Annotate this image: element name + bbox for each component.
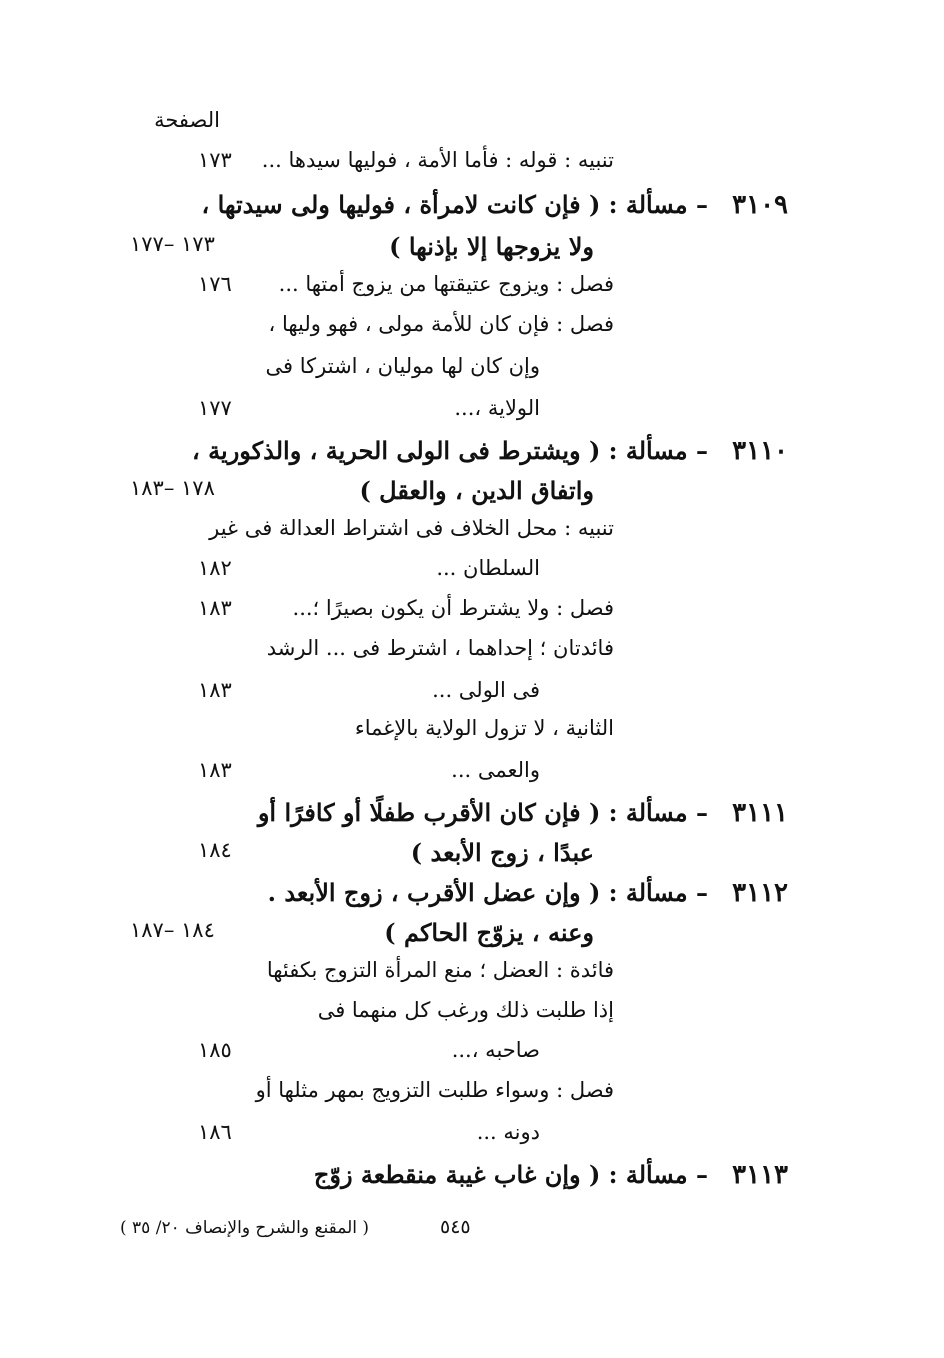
entry-text: وعنه ، يزوّج الحاكم ) (384, 918, 594, 947)
entry-text: – مسألة : ( فإن كان الأقرب طفلًا أو كافرًا أو (257, 798, 708, 827)
entry-text: فصل : فإن كان للأمة مولى ، فهو وليها ، (268, 312, 614, 336)
entry-number: ٣١٠٩ (732, 190, 788, 220)
entry-number: ٣١١٢ (732, 878, 788, 908)
entry-number: ٣١١١ (732, 798, 788, 828)
entry-text: تنبيه : محل الخلاف فى اشتراط العدالة فى غير (209, 516, 614, 540)
entry-text: إذا طلبت ذلك ورغب كل منهما فى (317, 998, 614, 1022)
entry-page: ١٧٣ (198, 148, 232, 172)
entry-page: ١٧٨ –١٨٣ (130, 476, 215, 500)
entry-text: فائدة : العضل ؛ منع المرأة التزوج بكفئها (266, 958, 614, 982)
footer-page-number: ٥٤٥ (440, 1216, 471, 1238)
entry-number: ٣١١٠ (732, 436, 788, 466)
entry-page: ١٨٥ (198, 1038, 232, 1062)
entry-text: الثانية ، لا تزول الولاية بالإغماء (354, 716, 614, 740)
entry-page: ١٨٣ (198, 758, 232, 782)
entry-text: فائدتان ؛ إحداهما ، اشترط فى ... الرشد (266, 636, 614, 660)
entry-page: ١٨٣ (198, 596, 232, 620)
entry-text: عبدًا ، زوج الأبعد ) (410, 838, 594, 867)
entry-text: فصل : وسواء طلبت التزويج بمهر مثلها أو (255, 1078, 614, 1102)
entry-text: تنبيه : قوله : فأما الأمة ، فوليها سيدها ... (261, 148, 614, 172)
footer-book-reference: ( المقنع والشرح والإنصاف ٢٠/ ٣٥ ) (120, 1218, 370, 1238)
entry-text: والعمى ... (451, 758, 540, 782)
entry-text: – مسألة : ( ويشترط فى الولى الحرية ، والذكورية ، (192, 436, 708, 465)
entry-text: فصل : ولا يشترط أن يكون بصيرًا ؛... (292, 596, 614, 620)
entry-text: صاحبه ،... (451, 1038, 540, 1062)
entry-text: ولا يزوجها إلا بإذنها ) (389, 232, 594, 261)
entry-text: الولاية ،... (454, 396, 540, 420)
entry-text: السلطان ... (436, 556, 540, 580)
entry-text: فى الولى ... (432, 678, 540, 702)
entry-text: – مسألة : ( وإن غاب غيبة منقطعة زوّج (313, 1160, 708, 1189)
column-header: الصفحة (154, 108, 220, 132)
entry-page: ١٨٢ (198, 556, 232, 580)
entry-page: ١٧٦ (198, 272, 232, 296)
entry-text: وإن كان لها موليان ، اشتركا فى (265, 354, 540, 378)
entry-page: ١٨٣ (198, 678, 232, 702)
entry-text: واتفاق الدين ، والعقل ) (359, 476, 594, 505)
entry-page: ١٨٤ –١٨٧ (130, 918, 215, 942)
entry-page: ١٧٣ –١٧٧ (130, 232, 215, 256)
entry-text: – مسألة : ( وإن عضل الأقرب ، زوج الأبعد . (267, 878, 708, 907)
entry-page: ١٨٦ (198, 1120, 232, 1144)
entry-number: ٣١١٣ (732, 1160, 788, 1190)
entry-text: دونه ... (476, 1120, 540, 1144)
entry-page: ١٧٧ (198, 396, 232, 420)
entry-text: – مسألة : ( فإن كانت لامرأة ، فوليها ولى سيدتها ، (201, 190, 708, 219)
entry-page: ١٨٤ (198, 838, 232, 862)
entry-text: فصل : ويزوج عتيقتها من يزوج أمتها ... (278, 272, 614, 296)
